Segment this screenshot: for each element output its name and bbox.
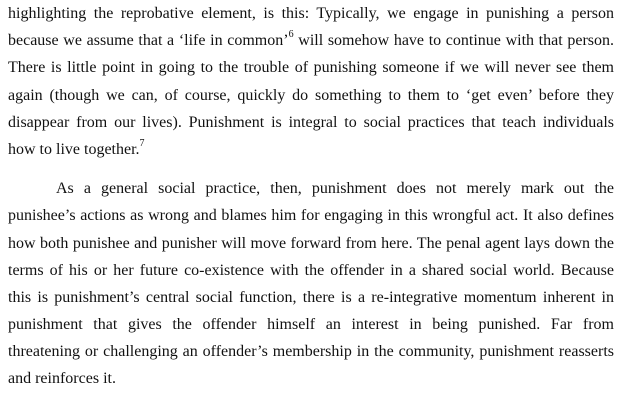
paragraph-2-line-4: terms of his or her future co-existence with the offender in a shared social world. Because (8, 261, 614, 279)
footnote-ref-6: 6 (288, 28, 294, 40)
paragraph-2-line-1: As a general social practice, then, punishment does not merely mark out the (56, 180, 614, 198)
paragraph-spacer (8, 163, 614, 175)
paragraph-1-line-6 (8, 136, 614, 163)
footnote-ref-7: 7 (139, 137, 145, 149)
paragraph-2-line-6: punishment that gives the offender himself an interest in being punished. Far from (8, 316, 614, 334)
paragraph-2-line-5: this is punishment’s central social function, there is a re-integrative momentum inherent in (8, 288, 614, 306)
paragraph-1-line-2-text-b: will somehow have to continue with that person. (298, 32, 615, 50)
paragraph-1-line-5: disappear from our lives). Punishment is integral to social practices that teach individuals (8, 113, 614, 131)
paragraph-1-line-2-text-a: because we assume that a ‘life in common’ (8, 32, 289, 50)
paragraph-2-line-3: how both punishee and punisher will move forward from here. The penal agent lays down the (8, 234, 614, 252)
paragraph-2-line-7: threatening or challenging an offender’s membership in the community, punishment reasserts (8, 343, 614, 361)
paragraph-1-line-6-text: how to live together. (8, 140, 140, 158)
paragraph-1-line-1: highlighting the reprobative element, is this: Typically, we engage in punishing a person (8, 5, 614, 22)
paragraph-1-line-2 (8, 27, 614, 54)
paragraph-1-line-3: There is little point in going to the trouble of punishing someone if we will never see them (8, 59, 614, 77)
paragraph-2 (8, 175, 614, 393)
paragraph-1-line-4: again (though we can, of course, quickly do something to them to ‘get even’ before they (8, 86, 614, 104)
document-page (8, 0, 614, 393)
paragraph-1 (8, 0, 614, 163)
paragraph-2-line-8: and reinforces it. (8, 370, 116, 388)
paragraph-2-line-2: punishee’s actions as wrong and blames him for engaging in this wrongful act. It also defines (8, 207, 614, 225)
